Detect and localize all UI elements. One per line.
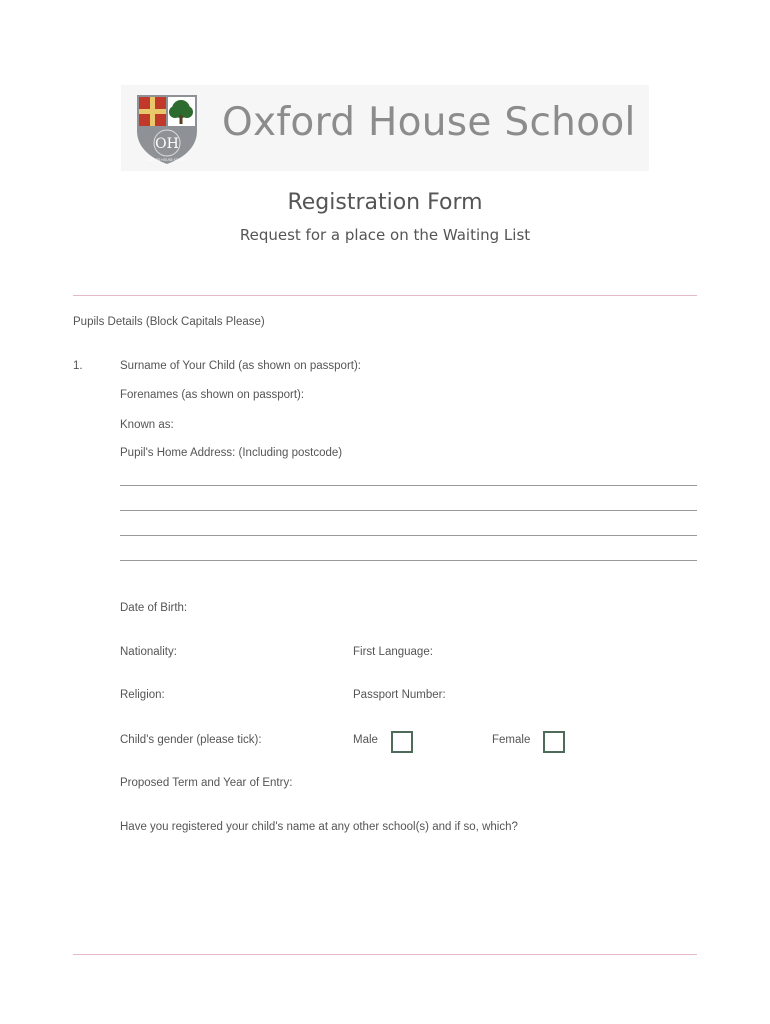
other-schools-label: Have you registered your child's name at any other school(s) and if so, which?	[120, 821, 518, 833]
school-crest-logo	[135, 93, 199, 165]
bottom-divider	[73, 954, 697, 955]
school-name: Oxford House School	[222, 100, 636, 145]
form-title: Registration Form	[287, 190, 483, 215]
form-subtitle: Request for a place on the Waiting List	[239, 226, 531, 244]
religion-label: Religion:	[120, 689, 165, 701]
address-line-2[interactable]	[120, 510, 697, 511]
top-divider	[73, 295, 697, 296]
home-address-label: Pupil's Home Address: (Including postcode)	[120, 447, 343, 459]
forenames-label: Forenames (as shown on passport):	[120, 389, 305, 401]
proposed-entry-label: Proposed Term and Year of Entry:	[120, 777, 293, 789]
nationality-label: Nationality:	[120, 646, 177, 658]
item-number: 1.	[73, 360, 83, 372]
known-as-label: Known as:	[120, 419, 174, 431]
crest-motto: OXFORD HOUSE SCHOOL	[146, 158, 188, 162]
crest-monogram: OH	[155, 136, 179, 152]
gender-label: Child's gender (please tick):	[120, 734, 262, 746]
address-line-4[interactable]	[120, 560, 697, 561]
date-of-birth-label: Date of Birth:	[120, 602, 188, 614]
section-heading: Pupils Details (Block Capitals Please)	[73, 316, 265, 328]
male-label: Male	[353, 734, 378, 746]
female-label: Female	[492, 734, 531, 746]
female-checkbox[interactable]	[543, 731, 565, 753]
passport-number-label: Passport Number:	[353, 689, 446, 701]
male-checkbox[interactable]	[391, 731, 413, 753]
address-line-1[interactable]	[120, 485, 697, 486]
surname-label: Surname of Your Child (as shown on passport):	[120, 360, 361, 372]
first-language-label: First Language:	[353, 646, 433, 658]
address-line-3[interactable]	[120, 535, 697, 536]
